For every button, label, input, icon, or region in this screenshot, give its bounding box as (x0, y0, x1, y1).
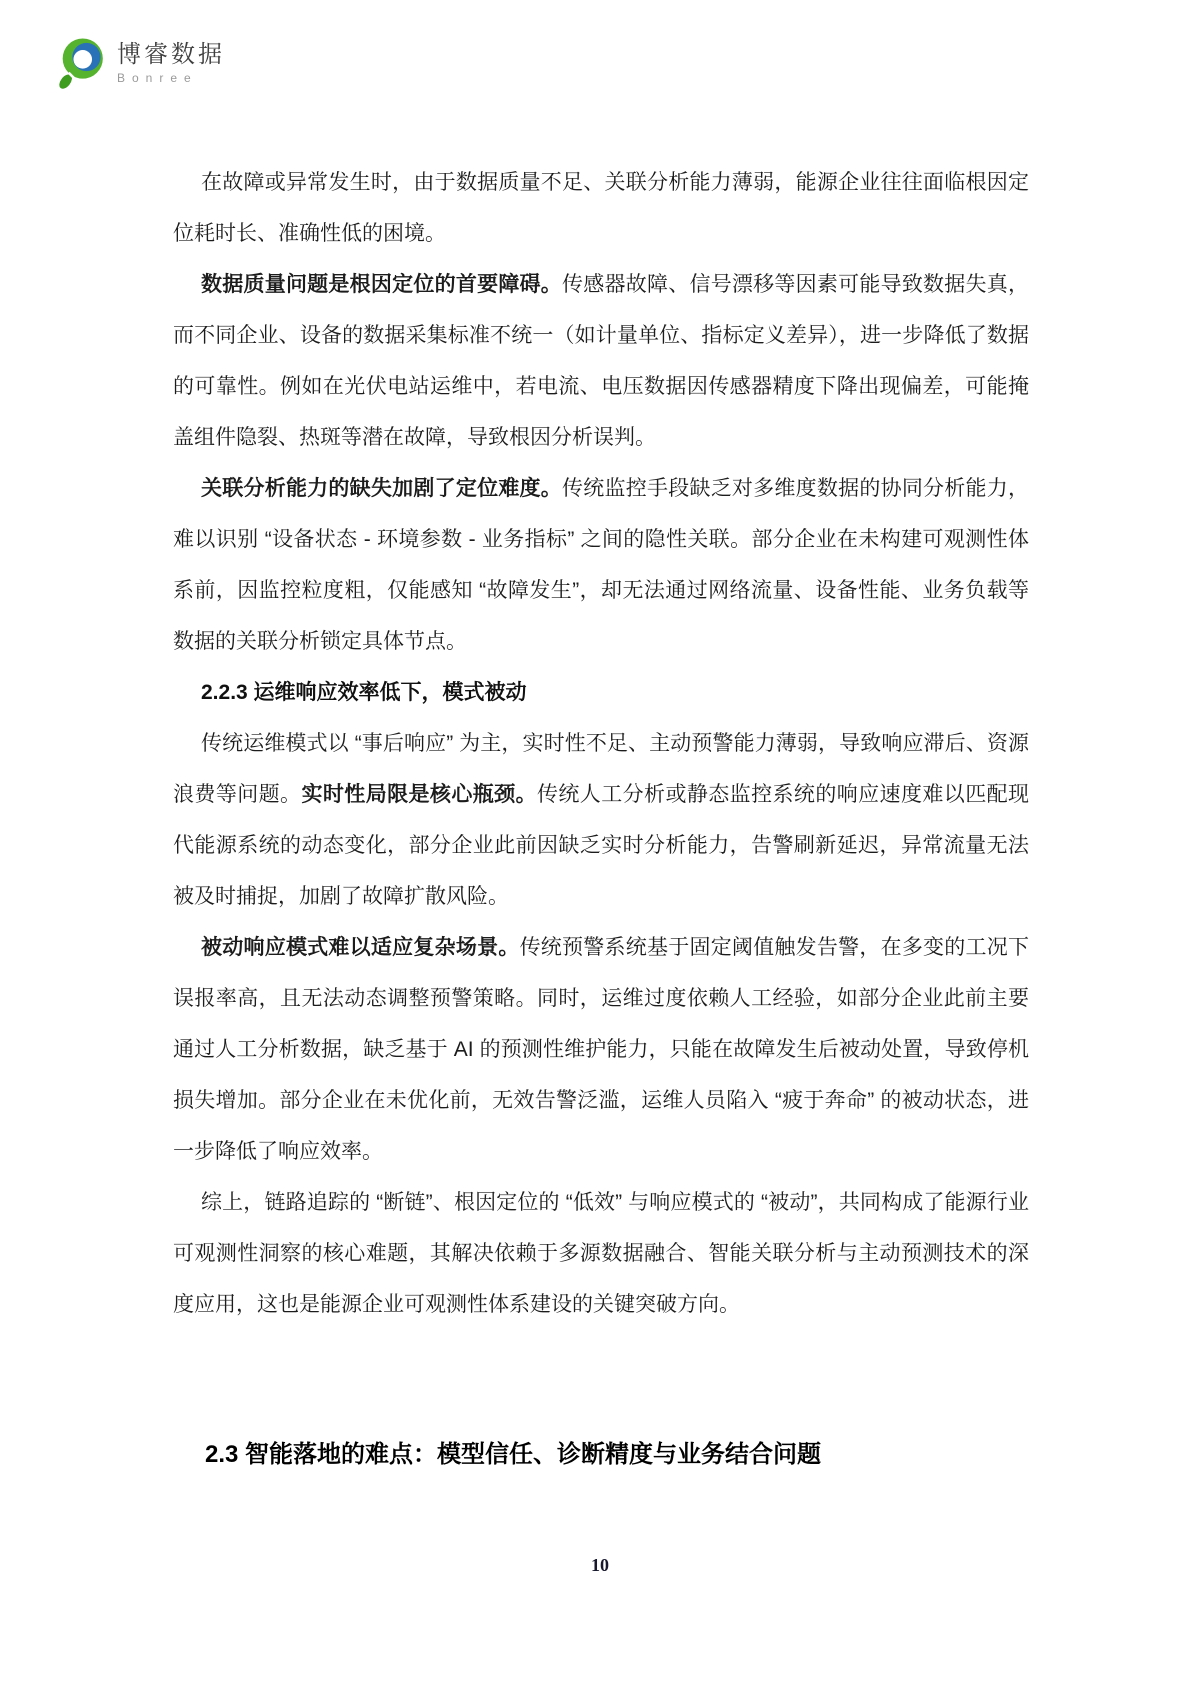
text-segment: 2.3 智能落地的难点：模型信任、诊断精度与业务结合问题 (205, 1441, 822, 1468)
bonree-logo (58, 34, 225, 92)
paragraph (173, 922, 1029, 1177)
document-body (173, 157, 1029, 1472)
text-segment: 关联分析能力的缺失加剧了定位难度。 (201, 477, 563, 500)
paragraph (173, 157, 1029, 259)
page-header (58, 34, 225, 92)
section-heading3 (173, 667, 1029, 718)
text-segment: 2.2.3 运维响应效率低下，模式被动 (201, 681, 527, 704)
paragraph (173, 259, 1029, 463)
section-heading2 (173, 1438, 1029, 1472)
paragraph (173, 718, 1029, 922)
text-segment: 传统预警系统基于固定阈值触发告警，在多变的工况下误报率高，且无法动态调整预警策略。同时，运维过度依赖人工经验，如部分企业此前主要通过人工分析数据，缺乏基于 AI 的预测性维护能力，只能在故障发生后被动处置，导致停机损失增加。部分企业在未优化前，无效告警泛滥，运维人员陷入 “疲于奔命” 的被动状态，进一步降低了响应效率。 (173, 936, 1030, 1163)
logo-name-cn: 博睿数据 (117, 40, 225, 68)
text-segment: 传统人工分析或静态监控系统的响应速度难以匹配现代能源系统的动态变化，部分企业此前因缺乏实时分析能力，告警刷新延迟，异常流量无法被及时捕捉，加剧了故障扩散风险。 (173, 783, 1030, 908)
page-number: 10 (591, 1555, 609, 1575)
text-segment: 传统运维模式以 “事后响应” 为主，实时性不足、主动预警能力薄弱，导致响应滞后、资源浪费等问题。 (173, 732, 1029, 806)
bonree-logo-icon (58, 34, 106, 92)
text-segment: 传感器故障、信号漂移等因素可能导致数据失真，而不同企业、设备的数据采集标准不统一（如计量单位、指标定义差异），进一步降低了数据的可靠性。例如在光伏电站运维中，若电流、电压数据因传感器精度下降出现偏差，可能掩盖组件隐裂、热斑等潜在故障，导致根因分析误判。 (173, 273, 1030, 449)
text-segment: 被动响应模式难以适应复杂场景。 (201, 936, 520, 959)
text-segment: 实时性局限是核心瓶颈。 (301, 783, 537, 806)
paragraph (173, 1177, 1029, 1330)
text-segment: 数据质量问题是根因定位的首要障碍。 (201, 273, 563, 296)
text-segment: 综上，链路追踪的 “断链”、根因定位的 “低效” 与响应模式的 “被动”，共同构成了能源行业可观测性洞察的核心难题，其解决依赖于多源数据融合、智能关联分析与主动预测技术的深度应用，这也是能源企业可观测性体系建设的关键突破方向。 (173, 1191, 1029, 1316)
logo-name-en: Bonree (117, 70, 198, 85)
logo-text (117, 42, 225, 85)
text-segment: 在故障或异常发生时，由于数据质量不足、关联分析能力薄弱，能源企业往往面临根因定位耗时长、准确性低的困境。 (173, 171, 1029, 245)
page-footer (0, 1555, 1200, 1576)
text-segment: 传统监控手段缺乏对多维度数据的协同分析能力，难以识别 “设备状态 - 环境参数 - 业务指标” 之间的隐性关联。部分企业在未构建可观测性体系前，因监控粒度粗，仅能感知 “故障发生”，却无法通过网络流量、设备性能、业务负载等数据的关联分析锁定具体节点。 (173, 477, 1030, 653)
paragraph (173, 463, 1029, 667)
